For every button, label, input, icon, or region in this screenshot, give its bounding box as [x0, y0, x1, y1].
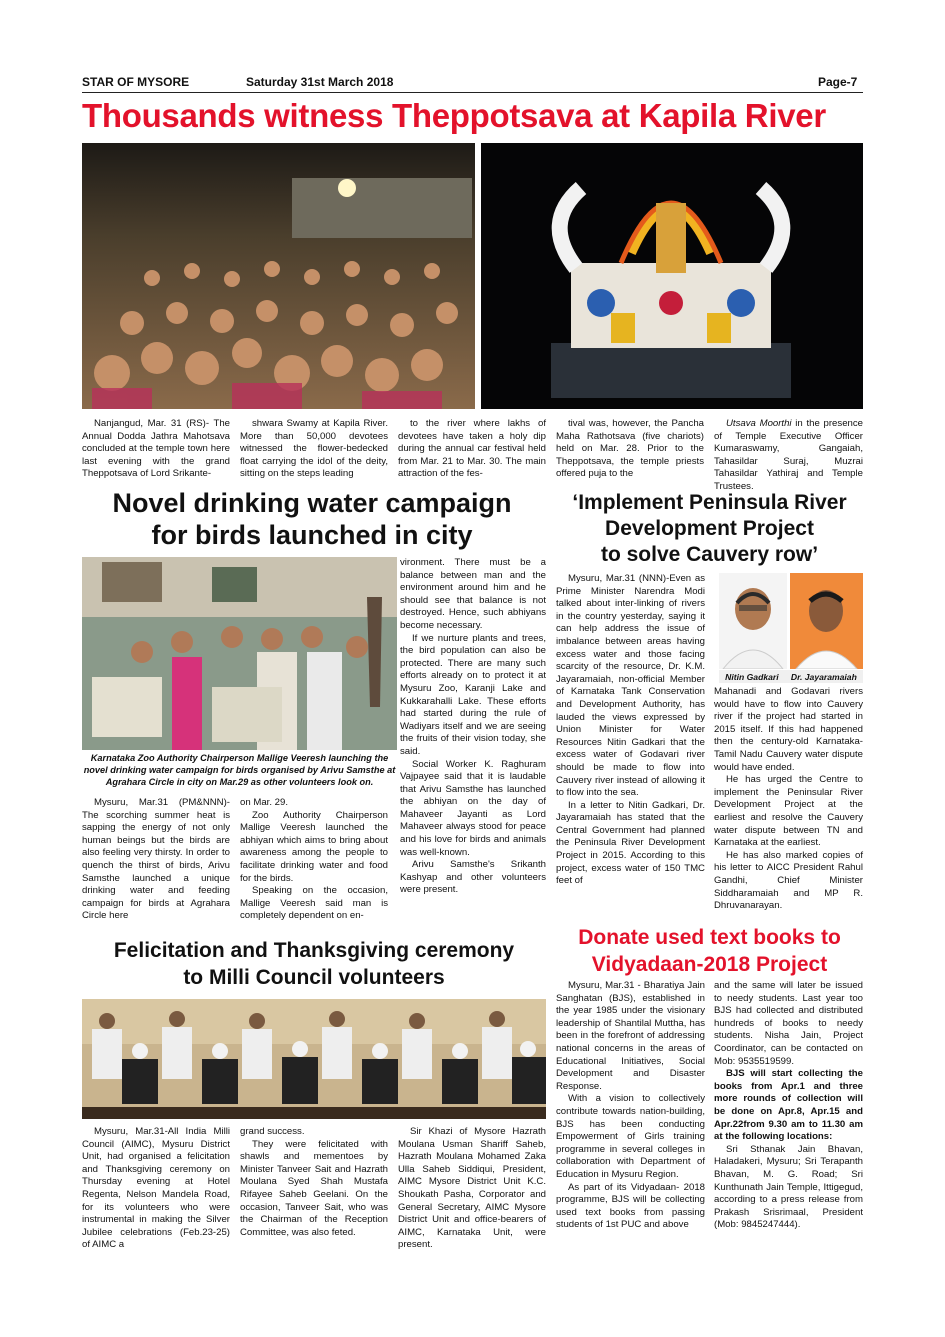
masthead-rule — [82, 92, 863, 93]
group-photo — [82, 999, 546, 1119]
bird-campaign-column-1: Mysuru, Mar.31 (PM&NNN)- The scorching summer heat is sapping the energy of not only human beings but the birds are also feeling very thirsty. In order to quench the thirst of birds, Arivu Samsthe launched a unique drinking water and feeding campaign for birds at Agrahara Circle here — [82, 797, 230, 922]
jayaramaiah-label: Dr. Jayaramaiah — [790, 671, 857, 682]
gadkari-label: Nitin Gadkari — [725, 671, 779, 682]
milli-council-column-1: Mysuru, Mar.31-All India Milli Council (AIMC), Mysuru District Unit, had organised a felicitation and Thanksgiving ceremony on Thursday evening at Hotel Regenta, Nelson Mandela Road, for its volunteers who were instrumental in making the Silver Jubilee celebrations (Feb.23-25) of AIMC a — [82, 1126, 230, 1251]
campaign-photo-caption: Karnataka Zoo Authority Chairperson Mallige Veeresh launching the novel drinking water campaign for birds organised by Arivu Samsthe at Agrahara Circle in city on Mar.29 as other volunteers look on. — [83, 753, 396, 787]
portrait-labels — [719, 670, 863, 683]
masthead-date: Saturday 31st March 2018 — [246, 75, 394, 89]
bird-campaign-headline: Novel drinking water campaign for birds launched in city — [112, 488, 512, 550]
peninsula-river-column-2: Mahanadi and Godavari rivers would have to flow into Cauvery river if the project had started in 2015 itself. If this had happened then the century-old Karnataka-Tamil Nadu Cauvery water dispute would have ended. He has urged the Centre to implement the Peninsular River Development Project at the earliest and resolve the Cauvery water dispute between TN and Karnataka at the earliest. He has also marked copies of his letter to AICC President Rahul Gandhi, Chief Minister Siddharamaiah and MP R. Dhruvanarayan. — [714, 686, 863, 912]
masthead-paper-name: STAR OF MYSORE — [82, 75, 190, 89]
theppotsava-column-3: to the river where lakhs of devotees have taken a holy dip during the annual car festival held from Mar. 21 to Mar. 30. The main attraction of the fes- — [398, 418, 546, 480]
peninsula-river-headline: ‘Implement Peninsula River Development Project to solve Cauvery row’ — [572, 491, 847, 566]
dr-jayaramaiah-portrait — [790, 573, 863, 669]
theppotsava-headline: Thousands witness Theppotsava at Kapila River — [82, 97, 826, 134]
crowd-photo — [82, 143, 475, 409]
nitin-gadkari-portrait — [719, 573, 787, 669]
theppotsava-column-5: Utsava Moorthi in the presence of Temple Executive Officer Kumaraswamy, Gangaiah, Tahasildar Suraj, Muzrai Tahasildar Yathiraj and Temple Trustees. — [714, 418, 863, 492]
campaign-launch-photo — [82, 557, 397, 750]
milli-council-column-2: grand success. They were felicitated with shawls and mementoes by Minister Tanveer Sait and Hazrath Moulana Syed Shah Mustafa Rifayee Saheb Geelani. On the occasion, Tanveer Sait, who was the Chairman of the Reception Committee, was also feted. — [240, 1126, 388, 1238]
peninsula-river-column-1: Mysuru, Mar.31 (NNN)-Even as Prime Minister Narendra Modi talked about inter-linking of rivers in the country yesterday, saying it can help address the issue of imbalance between areas having excess water and those facing scarcity of the resource, Dr. K.M. Jayaramaiah, non-official Member of Karnataka Tank Conservation and Development Authority, has lauded the views expressed by Union Minister for Water Resources Nitin Gadkari that the excess water of Godavari river should be made to flow into Cauvery river instead of allowing it to flow into the sea. In a letter to Nitin Gadkari, Dr. Jayaramaiah has stated that the Central Government had planned the Peninsula River Development Project in 2015. According to this project, excess water of 150 TMC feet of — [556, 573, 705, 887]
milli-council-column-3: Sir Khazi of Mysore Hazrath Moulana Usman Shariff Saheb, Hazrath Moulana Mohamed Zaka Ulla Saheb Siddiqui, President, AIMC Mysore District Unit K.C. Shoukath Pasha, Corporator and General Secretary, AIMC Mysore District Unit and office-bearers of AIMC, Karnataka Unit, were present. — [398, 1126, 546, 1251]
milli-council-headline: Felicitation and Thanksgiving ceremony to Milli Council volunteers — [113, 939, 515, 989]
vidyadaan-column-2: and the same will later be issued to needy students. Last year too BJS had collected and distributed hundreds of books to needy students. Nisha Jain, Project Coordinator, can be contacted on Mob: 9535519599. BJS will start collecting the books from Apr.1 and three more rounds of collection will be done on Apr.8, Apr.15 and Apr.22from 9.30 am to 11.30 am at the following locations: Sri Sthanak Jain Bhavan, Haladakeri, Mysuru; Sri Terapanth Bhavan, M. G. Road; Sri Kunthunath Jain Temple, Ittigegud, according to a press release from Prakash Srisrimaal, President (Mob: 9845247444). — [714, 980, 863, 1231]
bird-campaign-column-2: on Mar. 29. Zoo Authority Chairperson Mallige Veeresh launched the abhiyan which aims to bring about awareness among the people to facilitate drinking water and food for the birds. Speaking on the occasion, Mallige Veeresh said man is completely dependent on en- — [240, 797, 388, 922]
masthead-page-number: Page-7 — [818, 75, 858, 89]
vidyadaan-column-1: Mysuru, Mar.31 - Bharatiya Jain Sanghatan (BJS), established in the year 1985 under the visionary leadership of Shantilal Muttha, has been in the forefront of addressing national concerns in the areas of Educational Initiatives, Social Development and Disaster Response. With a vision to collectively contribute towards nation-building, BJS has been conducting Empowerment of Girls training programme in several colleges in collaboration with Department of Education in Mysuru Region. As part of its Vidyadaan- 2018 programme, BJS will be collecting used text books from passing students of 1st PUC and above — [556, 980, 705, 1231]
bird-campaign-column-3: vironment. There must be a balance between man and the environment around him and he should see that balance is not destroyed. Hence, such abhiyans become necessary. If we nurture plants and trees, the bird population can also be protected. There are many such efforts already on to protect it at Mysuru Zoo, Karanji Lake and Kukkarahalli Lake. These efforts had started during the rule of Wadiyars itself and we are seeing the fruits of their vision today, she said. Social Worker K. Raghuram Vajpayee said that it is laudable that Arivu Samsthe has launched the abhiyan on the day of Mahaveer Jayanti as Lord Mahaveer always stood for peace and his love for birds and animals was well-known. Arivu Samsthe's Srikanth Kashyap and other volunteers were present. — [400, 557, 546, 896]
theppotsava-column-1: Nanjangud, Mar. 31 (RS)- The Annual Dodda Jathra Mahotsava concluded at the temple town here last evening with the grand Theppotsava of Lord Srikante- — [82, 418, 230, 480]
vidyadaan-headline: Donate used text books to Vidyadaan-2018 Project — [578, 926, 841, 976]
theppotsava-column-4: tival was, however, the Pancha Maha Rathotsava (five chariots) held on Mar. 28. Prior to the Theppotsava, the temple priests offered puja to the — [556, 418, 704, 480]
theppotsava-column-2: shwara Swamy at Kapila River. More than 50,000 devotees witnessed the flower-bedecked float carrying the idol of the deity, sitting on the steps leading — [240, 418, 388, 480]
illuminated-float-photo — [481, 143, 863, 409]
